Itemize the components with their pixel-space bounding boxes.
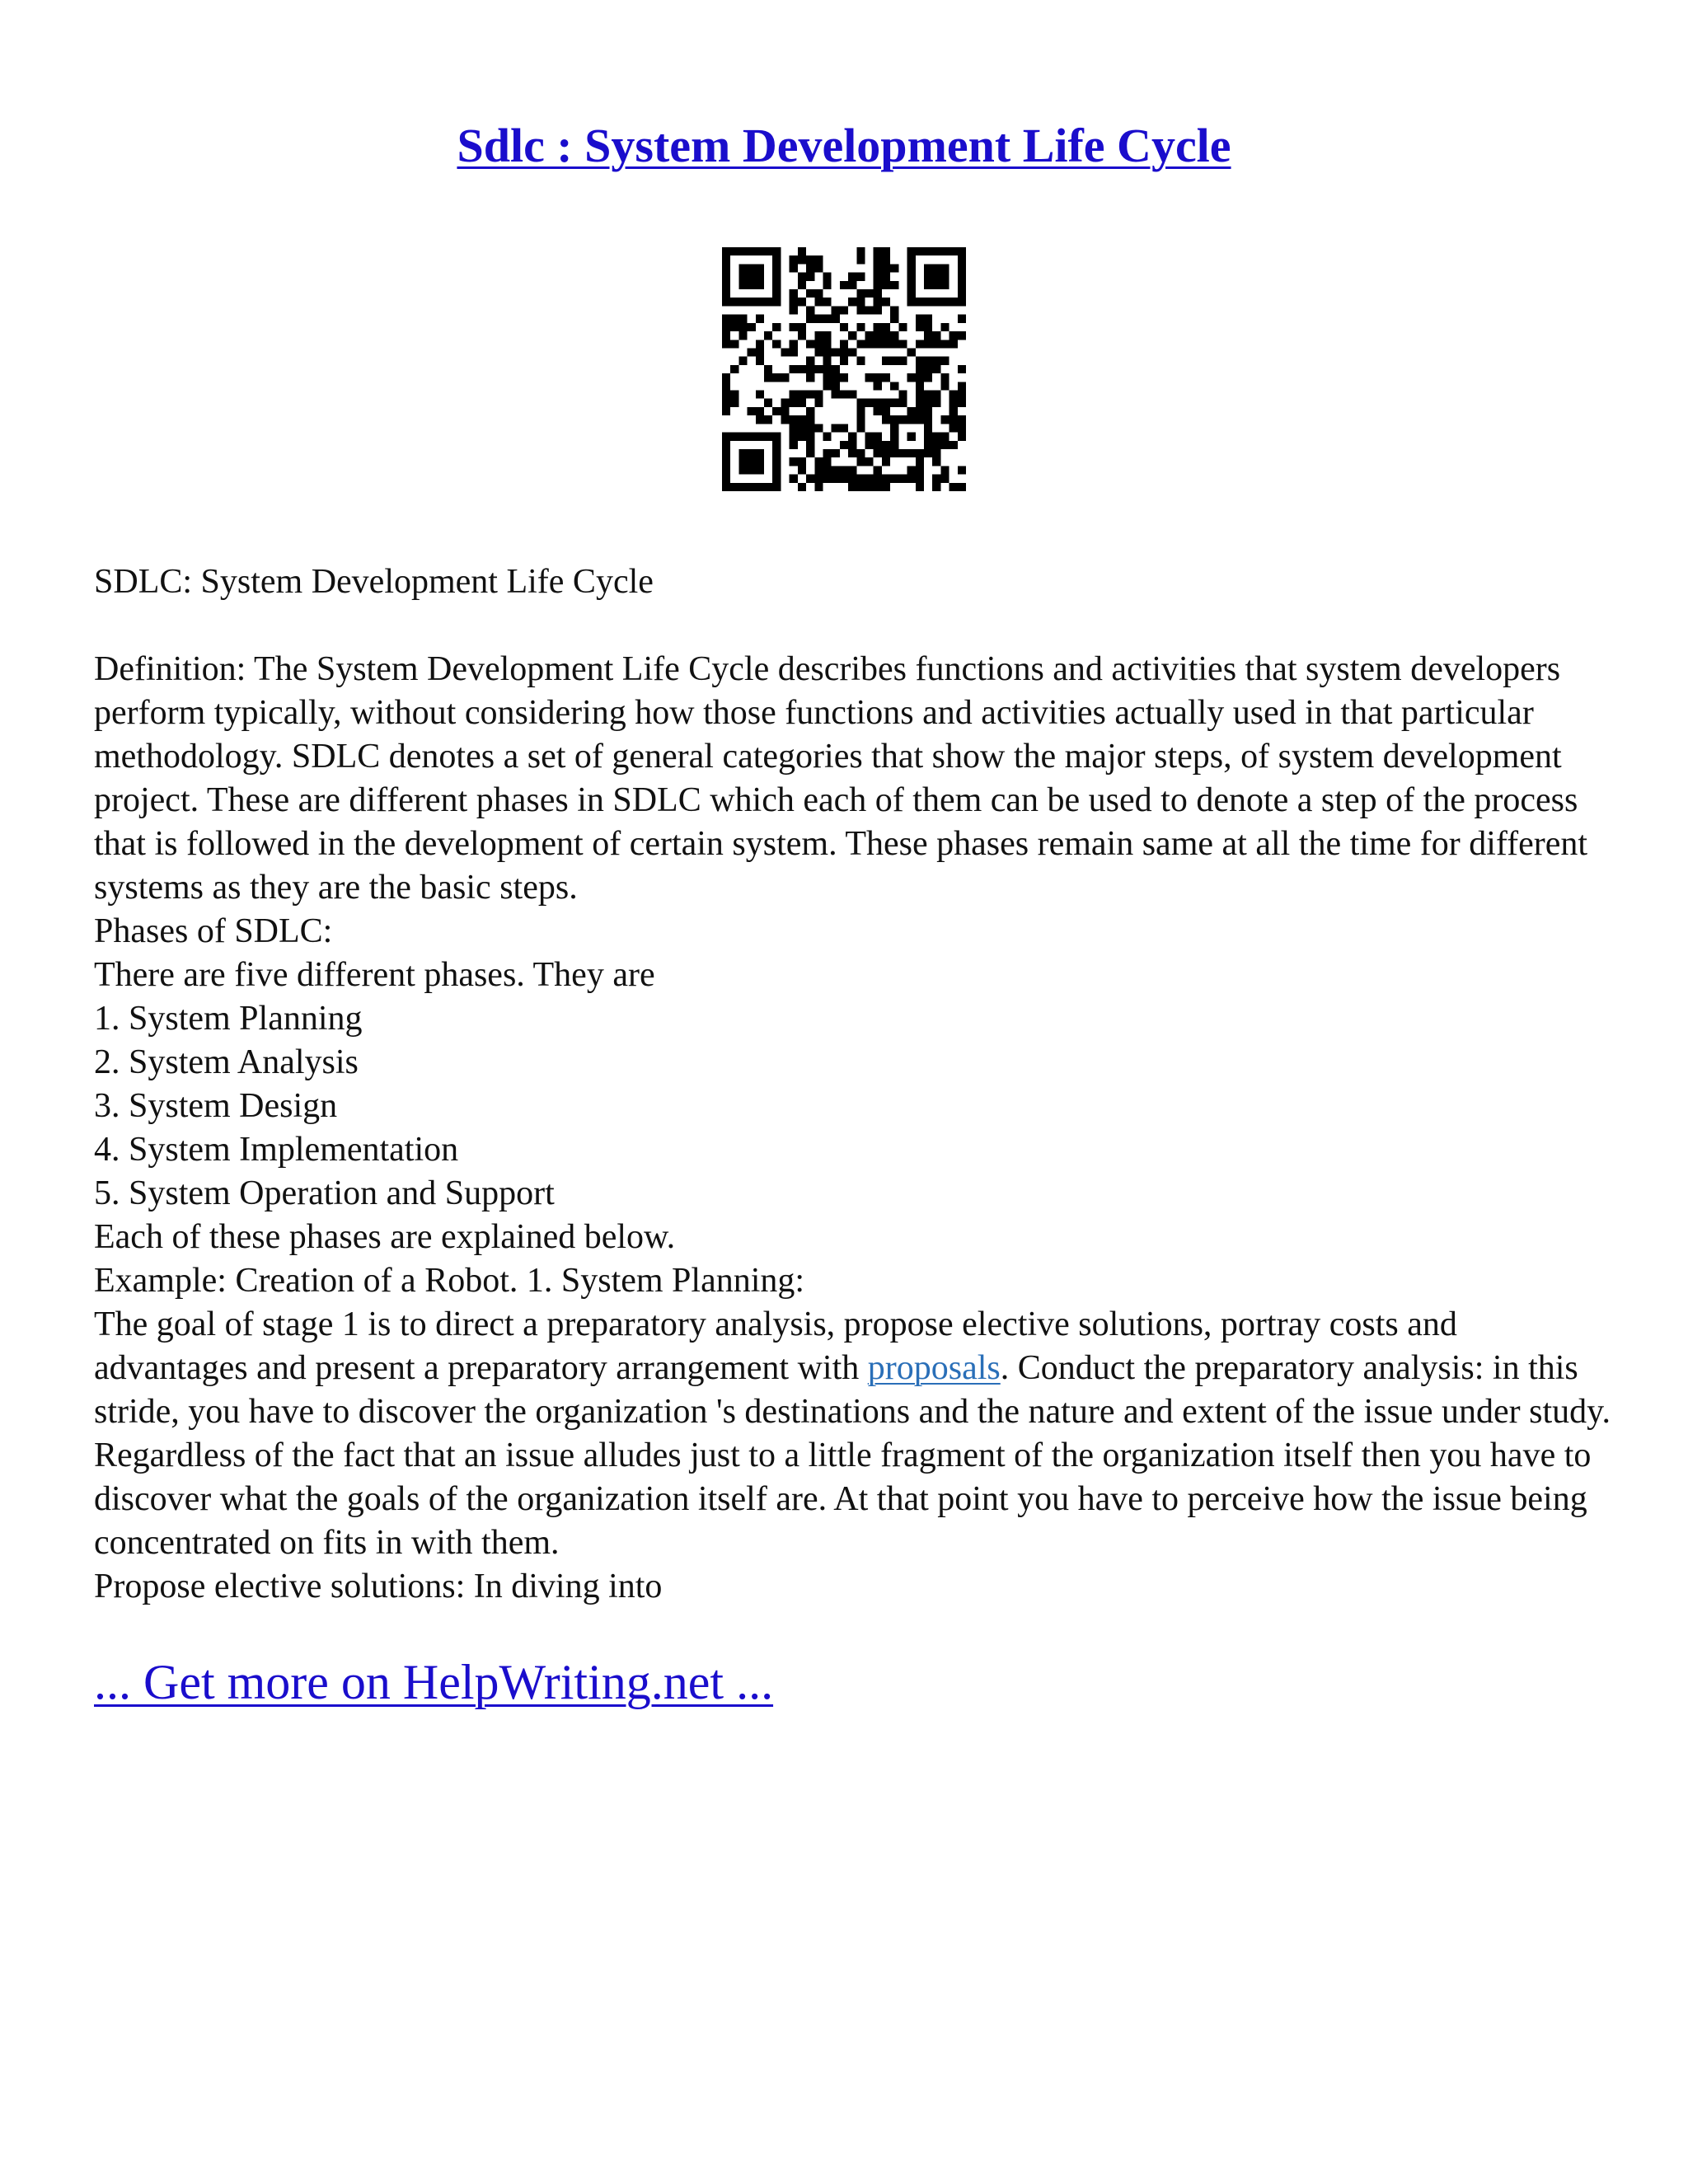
propose-line: Propose elective solutions: In diving into [94,1568,663,1605]
page-title [0,117,1688,175]
goal-text-start: The goal of stage 1 is to direct a preparatory analysis, propose elective solutions, portray costs and advantages and present a preparatory arrangement with [94,1305,1457,1387]
goal-paragraph [94,1303,1611,1565]
explained-line: Each of these phases are explained below. [94,1218,676,1256]
phase-item: 1. System Planning [94,1000,363,1038]
qr-code-graphic [722,247,966,491]
phase-item: 5. System Operation and Support [94,1174,555,1212]
definition-paragraph: Definition: The System Development Life Cycle describes functions and activities that system developers perform typically, without considering how those functions and activities actually used in that particular methodology. SDLC denotes a set of general categories that show the major steps, of system development project. These are different phases in SDLC which each of them can be used to denote a step of the process that is followed in the development of certain system. These phases remain same at all the time for different systems as they are the basic steps. [94,650,1588,907]
article-body [94,560,1611,1609]
phases-heading: Phases of SDLC: [94,912,333,950]
spacer [94,604,1611,648]
body-heading: SDLC: System Development Life Cycle [94,563,654,601]
get-more-link[interactable]: ... Get more on HelpWriting.net ... [94,1655,774,1709]
example-line: Example: Creation of a Robot. 1. System Planning: [94,1262,805,1300]
title-link[interactable]: Sdlc : System Development Life Cycle [457,119,1231,172]
phases-intro: There are five different phases. They are [94,956,655,994]
more-link-container [94,1652,773,1712]
phase-item: 4. System Implementation [94,1131,459,1169]
qr-code-icon [722,247,966,491]
phase-item: 3. System Design [94,1087,338,1125]
phase-item: 2. System Analysis [94,1043,359,1081]
goal-text-end: . Conduct the preparatory analysis: in this stride, you have to discover the organization 's destinations and the nature and extent of the issue under study. Regardless of the fact that an issue alludes just to a little fragment of the organization itself then you have to discover what the goals of the organization itself are. At that point you have to perceive how the issue being concentrated on fits in with them. [94,1349,1611,1562]
proposals-link[interactable]: proposals [867,1349,1001,1387]
